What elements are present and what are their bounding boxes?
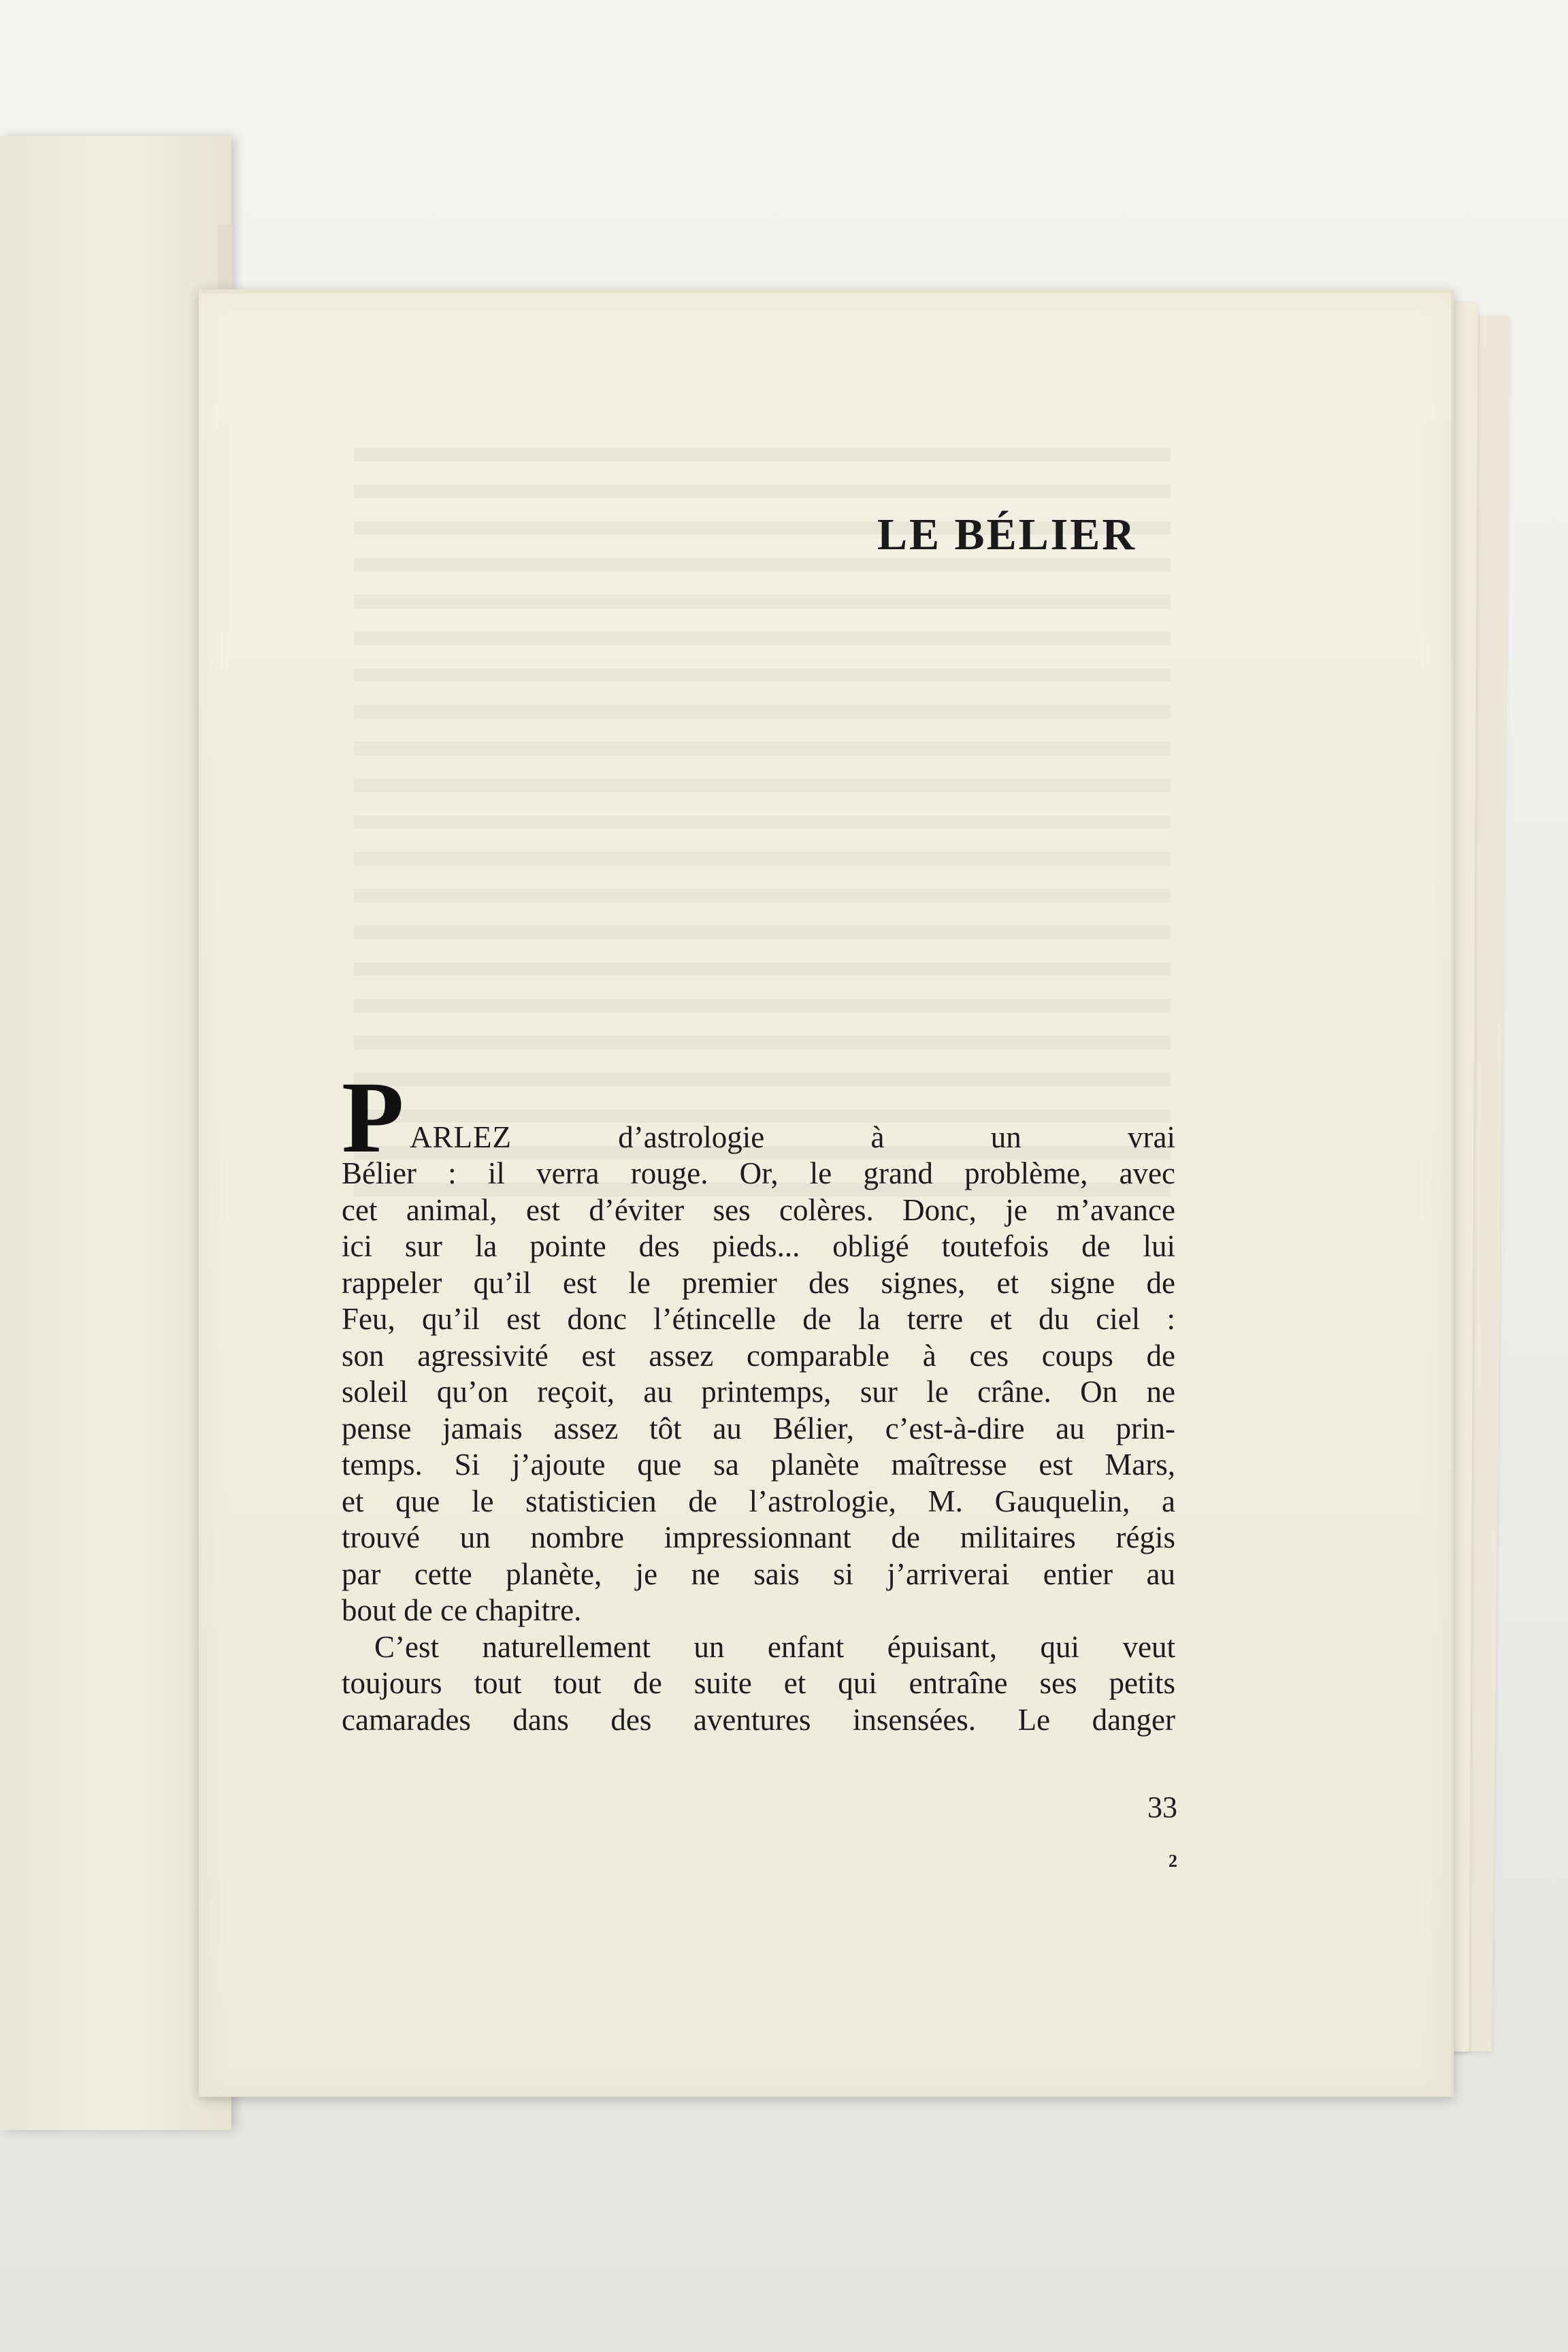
chapter-title: LE BÉLIER [877,510,1137,559]
signature-mark: 2 [1169,1851,1177,1871]
text-line: trouvé un nombre impressionnant de militaires régis [342,1520,1175,1554]
text-line: Feu, qu’il est donc l’étincelle de la terre et du ciel : [342,1302,1175,1336]
page-number: 33 [1147,1791,1177,1824]
text-line: toujours tout tout de suite et qui entraîne ses petits [342,1666,1175,1700]
text-line: rappeler qu’il est le premier des signes, et signe de [342,1265,1175,1300]
text-line: par cette planète, je ne sais si j’arriverai entier au [342,1556,1175,1591]
text-line: pense jamais assez tôt au Bélier, c’est-à-dire au prin- [342,1411,1175,1446]
left-page [0,136,231,2130]
first-word-small-caps: ARLEZ [410,1120,512,1154]
text-line: C’est naturellement un enfant épuisant, qui veut [374,1629,1175,1664]
text-line: son agressivité est assez comparable à ces coups de [342,1338,1175,1373]
text-line: et que le statisticien de l’astrologie, M. Gauquelin, a [342,1484,1175,1518]
text-line: temps. Si j’ajoute que sa planète maîtresse est Mars, [342,1448,1175,1482]
text-line: camarades dans des aventures insensées. Le danger [342,1702,1175,1737]
text-line: ici sur la pointe des pieds... obligé toutefois de lui [342,1229,1175,1263]
text-line: soleil qu’on reçoit, au printemps, sur le crâne. On ne [342,1375,1175,1409]
text-line: Bélier : il verra rouge. Or, le grand problème, avec [342,1156,1175,1190]
body-text [342,1061,1175,1738]
text-line: bout de ce chapitre. [342,1593,582,1627]
first-line-text: d’astrologie à un vrai [511,1120,1175,1154]
text-line: cet animal, est d’éviter ses colères. Donc, je m’avance [342,1192,1175,1227]
drop-cap: P [342,1061,404,1174]
